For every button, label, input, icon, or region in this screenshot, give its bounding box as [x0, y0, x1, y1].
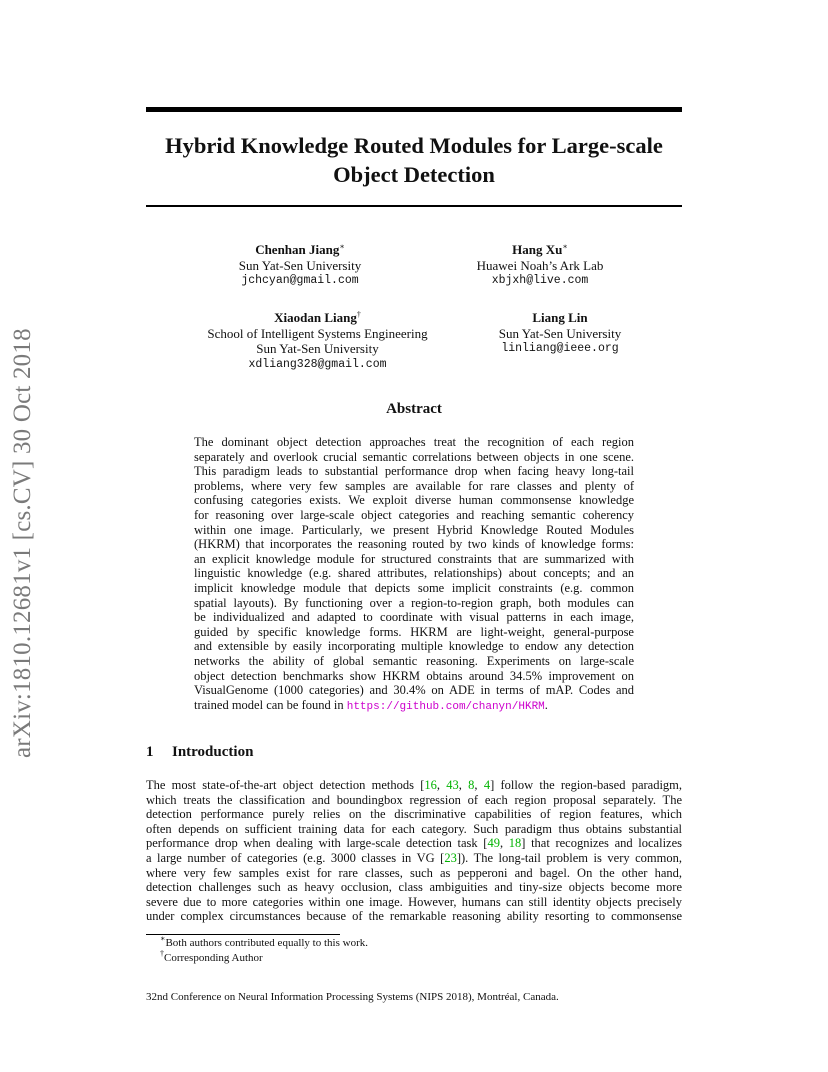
- section-title: Introduction: [172, 744, 254, 760]
- author-block-1: [200, 242, 400, 289]
- author-name: Chenhan Jiang∗: [255, 242, 345, 257]
- title-rule-bottom: [146, 205, 682, 207]
- abstract-line: confusing categories exists. We exploit diverse human commonsense knowledge: [194, 493, 634, 508]
- section-number: 1: [146, 744, 154, 760]
- conference-note: 32nd Conference on Neural Information Processing Systems (NIPS 2018), Montréal, Canada.: [146, 991, 559, 1003]
- citation-link[interactable]: 43: [446, 778, 459, 792]
- abstract-line: an explicit knowledge module for structured constraints that are summarized with: [194, 551, 634, 566]
- intro-line: detection performance purely relies on the discriminative capabilities of region features, which: [146, 807, 682, 822]
- citation-link[interactable]: 23: [444, 850, 457, 865]
- abstract-line: The dominant object detection approaches treat the recognition of each region: [194, 435, 634, 449]
- author-email[interactable]: xbjxh@live.com: [491, 274, 589, 287]
- intro-line: severe due to more categories within one image. However, humans can still identity objects precisely: [146, 894, 682, 909]
- footnotes: [160, 936, 368, 965]
- abstract-heading: Abstract: [386, 401, 442, 417]
- abstract-line: linguistic knowledge (e.g. shared attributes, relationships) about concepts; and an: [194, 566, 634, 581]
- intro-paragraph: [146, 778, 682, 924]
- intro-line: performance drop when dealing with large-scale detection task [49, 18] that recognizes and localizes: [146, 836, 683, 851]
- title-line-2: Object Detection: [333, 162, 495, 187]
- author-affiliation: Sun Yat-Sen University: [256, 341, 379, 356]
- arxiv-stamp: arXiv:1810.12681v1 [cs.CV] 30 Oct 2018: [9, 328, 36, 758]
- abstract-line: for reasoning over large-scale object categories and reaching semantic coherency: [194, 507, 634, 522]
- intro-line: which treats the classification and boundingbox regression of each region proposal separately. The: [146, 792, 682, 807]
- author-block-2: [440, 242, 640, 289]
- abstract-line: This paradigm leads to substantial performance drop when facing heavy long-tail: [194, 464, 634, 479]
- intro-line: under complex circumstances because of the remarkable reasoning ability resorting to commonsense: [146, 909, 682, 924]
- author-affiliation: Sun Yat-Sen University: [238, 257, 362, 273]
- author-name: Hang Xu∗: [512, 242, 568, 257]
- title-line-1: Hybrid Knowledge Routed Modules for Large-scale: [165, 133, 663, 158]
- abstract-line: implicit knowledge module that depicts some implicit constraints (e.g. common: [194, 580, 634, 595]
- abstract-line: and extensible by easily incorporating multiple knowledge to endow any detection: [194, 639, 634, 654]
- author-name: Liang Lin: [532, 310, 588, 325]
- footnote: †Corresponding Author: [160, 948, 263, 964]
- footnote-rule: [146, 934, 340, 935]
- citation-link[interactable]: 16: [424, 778, 437, 792]
- intro-line: a large number of categories (e.g. 3000 classes in VG [23]). The long-tail problem is very common,: [146, 850, 682, 865]
- paper-title: [146, 131, 682, 189]
- title-rule-top: [146, 107, 682, 112]
- abstract-line: object detection benchmarks show HKRM obtains around 34.5% improvement on: [194, 668, 634, 683]
- abstract-body: [194, 435, 634, 714]
- abstract-line: VisualGenome (1000 categories) and 30.4% on ADE in terms of mAP. Codes and: [194, 683, 634, 698]
- section-heading: [146, 744, 253, 761]
- citation-link[interactable]: 49: [487, 836, 500, 851]
- author-block-4: [460, 310, 660, 357]
- author-affiliation: Huawei Noah’s Ark Lab: [476, 257, 604, 273]
- author-email[interactable]: xdliang328@gmail.com: [248, 357, 387, 371]
- abstract-line: networks the ability of global semantic reasoning. Experiments on large-scale: [194, 653, 634, 668]
- abstract-last-line: trained model can be found in https://github.com/chanyn/HKRM.: [194, 697, 548, 713]
- author-affiliation: School of Intelligent Systems Engineering: [207, 325, 428, 341]
- author-affiliation: Sun Yat-Sen University: [498, 325, 622, 341]
- abstract-line: guided by specific knowledge forms. HKRM are light-weight, general-purpose: [194, 624, 634, 639]
- citation-link[interactable]: 4: [483, 778, 491, 792]
- abstract-line: separately and overlook crucial semantic correlations between objects in one scene.: [194, 449, 634, 464]
- author-block-3: [190, 310, 445, 372]
- intro-line: detection challenges such as heavy occlusion, class ambiguities and tiny-size objects become more: [146, 880, 682, 895]
- author-name: Xiaodan Liang†: [274, 310, 361, 325]
- footnote: ∗Both authors contributed equally to this work.: [160, 934, 368, 949]
- intro-line: where very few samples exist for rare classes, such as pepperoni and bagel. On the other hand,: [146, 865, 682, 880]
- citation-link[interactable]: 18: [508, 836, 522, 851]
- abstract-line: (HKRM) that incorporates the reasoning routed by two kinds of knowledge forms:: [194, 537, 634, 552]
- citation-link[interactable]: 8: [468, 778, 475, 792]
- abstract-line: within one image. Particularly, we present Hybrid Knowledge Routed Modules: [194, 522, 634, 537]
- intro-line: The most state-of-the-art object detection methods [16, 43, 8, 4] follow the region-based paradigm,: [146, 778, 683, 792]
- author-email[interactable]: linliang@ieee.org: [501, 342, 619, 355]
- intro-line: often depends on sufficient training data for each category. Such paradigm thus obtains substantial: [146, 821, 682, 836]
- code-link[interactable]: https://github.com/chanyn/HKRM: [346, 700, 545, 713]
- author-email[interactable]: jchcyan@gmail.com: [241, 274, 359, 287]
- abstract-line: problems, where very few samples are available for rare classes and plenty of: [194, 478, 634, 493]
- abstract-line: be individualized and adapted to coordinate with visual patterns in each image,: [194, 610, 634, 625]
- abstract-line: spatial layouts). By functioning over a region-to-region graph, both modules can: [194, 595, 634, 610]
